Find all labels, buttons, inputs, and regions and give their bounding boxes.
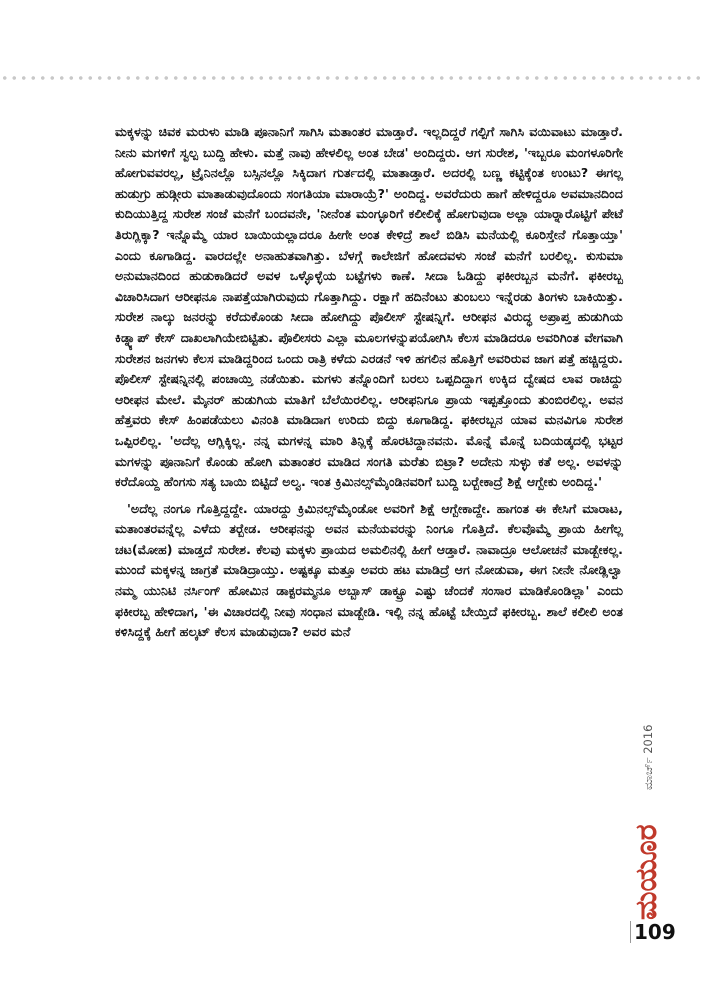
page-number: 109 — [634, 920, 676, 944]
article-paragraph-2: 'ಅದೆಲ್ಲ ನಂಗೂ ಗೊತ್ತಿದ್ದದ್ದೇ. ಯಾರದ್ದು ಕ್ರಿಮಿನಲ್ಸ್‌ಮೈಂಡೋ ಅವರಿಗೆ ಶಿಕ್ಷೆ ಆಗ್ಬೇಕಾದ್ದೇ. ಹಾಗಂತ ಈ ಕೇಸಿಗೆ ಮಾರಾಟ, ಮತಾಂತರವನ್ನೆಲ್ಲ ಎಳೆದು ತರ್‍ಬೇಡ. ಆರೀಫನನ್ನು ಅವನ ಮನೆಯವರನ್ನು ನಿಂಗೂ ಗೊತ್ತಿದೆ. ಕೆಲವೊಮ್ಮೆ ಪ್ರಾಯ ಹೀಗೆಲ್ಲ ಚಟ(ಮೋಹ) ಮಾಡ್ತದೆ ಸುರೇಶ. ಕೆಲವು ಮಕ್ಕಳು ಪ್ರಾಯದ ಅಮಲಿನಲ್ಲಿ ಹೀಗೆ ಆಡ್ತಾರೆ. ನಾವಾದ್ರೂ ಆಲೋಚನೆ ಮಾಡ್ಬೇಕಲ್ಲ. ಮುಂದೆ ಮಕ್ಕಳನ್ನ ಜಾಗ್ರತೆ ಮಾಡಿದ್ರಾಯ್ತು. ಅಷ್ಟಕ್ಕೂ ಮತ್ತೂ ಅವರು ಹಟ ಮಾಡಿದ್ರೆ ಆಗ ನೋಡುವಾ, ಈಗ ನೀನೇ ನೋಡ್ಲಿಲ್ವಾ ನಮ್ಮ ಯುನಿಟಿ ನರ್ಸಿಂಗ್ ಹೋಮಿನ ಡಾಕ್ಟರಮ್ಮನೂ ಅಬ್ಬಾಸ್ ಡಾಕ್ಟ್ರೂ ಎಷ್ಟು ಚೆಂದಕೆ ಸಂಸಾರ ಮಾಡಿಕೊಂಡಿಲ್ಲಾ' ಎಂದು ಫಕೀರಬ್ಬ ಹೇಳಿದಾಗ, 'ಈ ವಿಚಾರದಲ್ಲಿ ನೀವು ಸಂಧಾನ ಮಾಡ್ಬೇಡಿ. ಇಲ್ಲಿ ನನ್ನ ಹೊಟ್ಟೆ ಬೇಯ್ತಿದೆ ಫಕೀರಬ್ಬ. ಶಾಲೆ ಕಲೀಲಿ ಅಂತ ಕಳಿಸಿದ್ದಕ್ಕೆ ಹೀಗೆ ಹಲ್ಕಟ್ ಕೆಲಸ ಮಾಡುವುದಾ? ಅವರ ಮನೆ — [115, 500, 623, 640]
page-number-rule — [630, 921, 631, 943]
magazine-title: ಮಯೂರ — [629, 824, 664, 920]
dotted-rule-top — [0, 75, 703, 81]
issue-date: ಮಾರ್ಚ್ 2016 — [641, 724, 655, 790]
article-column — [115, 122, 623, 922]
article-paragraph-1: ಮಕ್ಕಳನ್ನು ಚಿವಕ ಮರುಳು ಮಾಡಿ ಪೂನಾನಿಗೆ ಸಾಗಿಸಿ ಮತಾಂತರ ಮಾಡ್ತಾರೆ. ಇಲ್ಲದಿದ್ದರೆ ಗಲ್ಪಿಗೆ ಸಾಗಿಸಿ ವಯಿವಾಟು ಮಾಡ್ತಾರೆ. ನೀನು ಮಗಳಿಗೆ ಸ್ವಲ್ಪ ಬುದ್ದಿ ಹೇಳು. ಮತ್ತೆ ನಾವು ಹೇಳಲಿಲ್ಲ ಅಂತ ಬೇಡ' ಅಂದಿದ್ದರು. ಆಗ ಸುರೇಶ, 'ಇಬ್ಬರೂ ಮಂಗಳೂರಿಗೇ ಹೋಗುವವರಲ್ಲ, ಟ್ರೈನಿನಲ್ಲೊ ಬಸ್ಸಿನಲ್ಲೊ ಸಿಕ್ಕಿದಾಗ ಗುರ್ತದಲ್ಲಿ ಮಾತಾಡ್ತಾರೆ. ಅದರಲ್ಲಿ ಬಣ್ಣ ಕಟ್ಟಿಕ್ಕೆಂತ ಉಂಟು? ಈಗಲ್ಲ ಹುಡುಗ್ರು ಹುಡ್ಗೀರು ಮಾತಾಡುವುದೊಂದು ಸಂಗತಿಯಾ ಮಾರಾಯ್ರೆ?' ಅಂದಿದ್ದ. ಅವರೆದುರು ಹಾಗೆ ಹೇಳಿದ್ದರೂ ಅವಮಾನದಿಂದ ಕುದಿಯುತ್ತಿದ್ದ ಸುರೇಶ ಸಂಜೆ ಮನೆಗೆ ಬಂದವನೇ, 'ನೀನೆಂತ ಮಂಗ್ಳೂರಿಗೆ ಕಲೀಲಿಕ್ಕೆ ಹೋಗುವುದಾ ಅಲ್ಲಾ ಯಾರ್‍ನಾರೊಟ್ಟಿಗೆ ಪೇಟೆ ತಿರುಗ್ಲಿಕ್ಕಾ? ಇನ್ನೊಮ್ಮೆ ಯಾರ ಬಾಯಿಯಲ್ಲಾದರೂ ಹೀಗೇ ಅಂತ ಕೇಳಿದ್ರೆ ಶಾಲೆ ಬಿಡಿಸಿ ಮನೆಯಲ್ಲಿ ಕೂರಿಸ್ತೇನೆ ಗೊತ್ತಾಯ್ತಾ' ಎಂದು ಕೂಗಾಡಿದ್ದ. ವಾರದಲ್ಲೇ ಅನಾಹುತವಾಗಿತ್ತು. ಬೆಳಗ್ಗೆ ಕಾಲೇಜಿಗೆ ಹೋದವಳು ಸಂಜೆ ಮನೆಗೆ ಬರಲಿಲ್ಲ. ಕುಸುಮಾ ಅನುಮಾನದಿಂದ ಹುಡುಕಾಡಿದರೆ ಅವಳ ಒಳ್ಳೊಳ್ಳೆಯ ಬಟ್ಟೆಗಳು ಕಾಣೆ. ಸೀದಾ ಓಡಿದ್ದು ಫಕೀರಬ್ಬನ ಮನೆಗೆ. ಫಕೀರಬ್ಬ ವಿಚಾರಿಸಿದಾಗ ಆರೀಫನೂ ನಾಪತ್ತೆಯಾಗಿರುವುದು ಗೊತ್ತಾಗಿದ್ದು. ರಕ್ಷಾಗೆ ಹದಿನೆಂಟು ತುಂಬಲು ಇನ್ನೆರಡು ತಿಂಗಳು ಬಾಕಿಯಿತ್ತು. ಸುರೇಶ ನಾಲ್ಕು ಜನರನ್ನು ಕರೆದುಕೊಂಡು ಸೀದಾ ಹೋಗಿದ್ದು ಪೊಲೀಸ್ ಸ್ಟೇಷನ್ನಿಗೆ. ಆರೀಫನ ವಿರುದ್ಧ ಅಪ್ರಾಪ್ತ ಹುಡುಗಿಯ ಕಿಡ್ನ್ಯಾಪ್ ಕೇಸ್ ದಾಖಲಾಗಿಯೇಬಿಟ್ಟಿತು. ಪೊಲೀಸರು ಎಲ್ಲಾ ಮೂಲಗಳನ್ನುಪಯೋಗಿಸಿ ಕೆಲಸ ಮಾಡಿದರೂ ಅವರಿಗಿಂತ ವೇಗವಾಗಿ ಸುರೇಶನ ಜನಗಳು ಕೆಲಸ ಮಾಡಿದ್ದರಿಂದ ಒಂದು ರಾತ್ರಿ ಕಳೆದು ಎರಡನೆ ಇಳಿ ಹಗಲಿನ ಹೊತ್ತಿಗೆ ಅವರಿರುವ ಜಾಗ ಪತ್ತೆ ಹಚ್ಚಿದ್ದರು. ಪೊಲೀಸ್ ಸ್ಟೇಷನ್ನಿನಲ್ಲಿ ಪಂಚಾಯ್ತಿ ನಡೆಯಿತು. ಮಗಳು ತನ್ನೊಂದಿಗೆ ಬರಲು ಒಪ್ಪದಿದ್ದಾಗ ಉಕ್ಕಿದ ದ್ವೇಷದ ಲಾವ ರಾಚಿದ್ದು ಆರೀಫನ ಮೇಲೆ. ಮೈನರ್ ಹುಡುಗಿಯ ಮಾತಿಗೆ ಬೆಲೆಯಿರಲಿಲ್ಲ. ಆರೀಫನಿಗೂ ಪ್ರಾಯ ಇಪ್ಪತ್ತೊಂದು ತುಂಬಿರಲಿಲ್ಲ. ಅವನ ಹೆತ್ತವರು ಕೇಸ್ ಹಿಂಪಡೆಯಲು ವಿನಂತಿ ಮಾಡಿದಾಗ ಉರಿದು ಬಿದ್ದು ಕೂಗಾಡಿದ್ದ. ಫಕೀರಬ್ಬನ ಯಾವ ಮನವಿಗೂ ಸುರೇಶ ಒಪ್ಪಿರಲಿಲ್ಲ. 'ಅದೆಲ್ಲ ಆಗ್ಲಿಕ್ಕಿಲ್ಲ. ನನ್ನ ಮಗಳನ್ನ ಮಾರಿ ತಿನ್ಲಿಕ್ಕೆ ಹೊರಟಿದ್ದಾನವನು. ಮೊನ್ನೆ ಮೊನ್ನೆ ಬದಿಯಡ್ಕದಲ್ಲಿ ಭಟ್ಟರ ಮಗಳನ್ನು ಪೂನಾನಿಗೆ ಕೊಂಡು ಹೋಗಿ ಮತಾಂತರ ಮಾಡಿದ ಸಂಗತಿ ಮರೆತು ಬಿಟ್ರಾ? ಅದೇನು ಸುಳ್ಳು ಕತೆ ಅಲ್ಲ. ಅವಳನ್ನು ಕರೆದೊಯ್ದ ಹೆಂಗಸು ಸತ್ಯ ಬಾಯಿ ಬಿಟ್ಟಿದೆ ಅಲ್ವ. ಇಂತ ಕ್ರಿಮಿನಲ್ಸ್‌ಮೈಂಡಿನವರಿಗೆ ಬುದ್ದಿ ಬರ್‍ಬೇಕಾದ್ರೆ ಶಿಕ್ಷೆ ಆಗ್ಬೇಕು ಅಂದಿದ್ದ.' — [115, 124, 623, 490]
